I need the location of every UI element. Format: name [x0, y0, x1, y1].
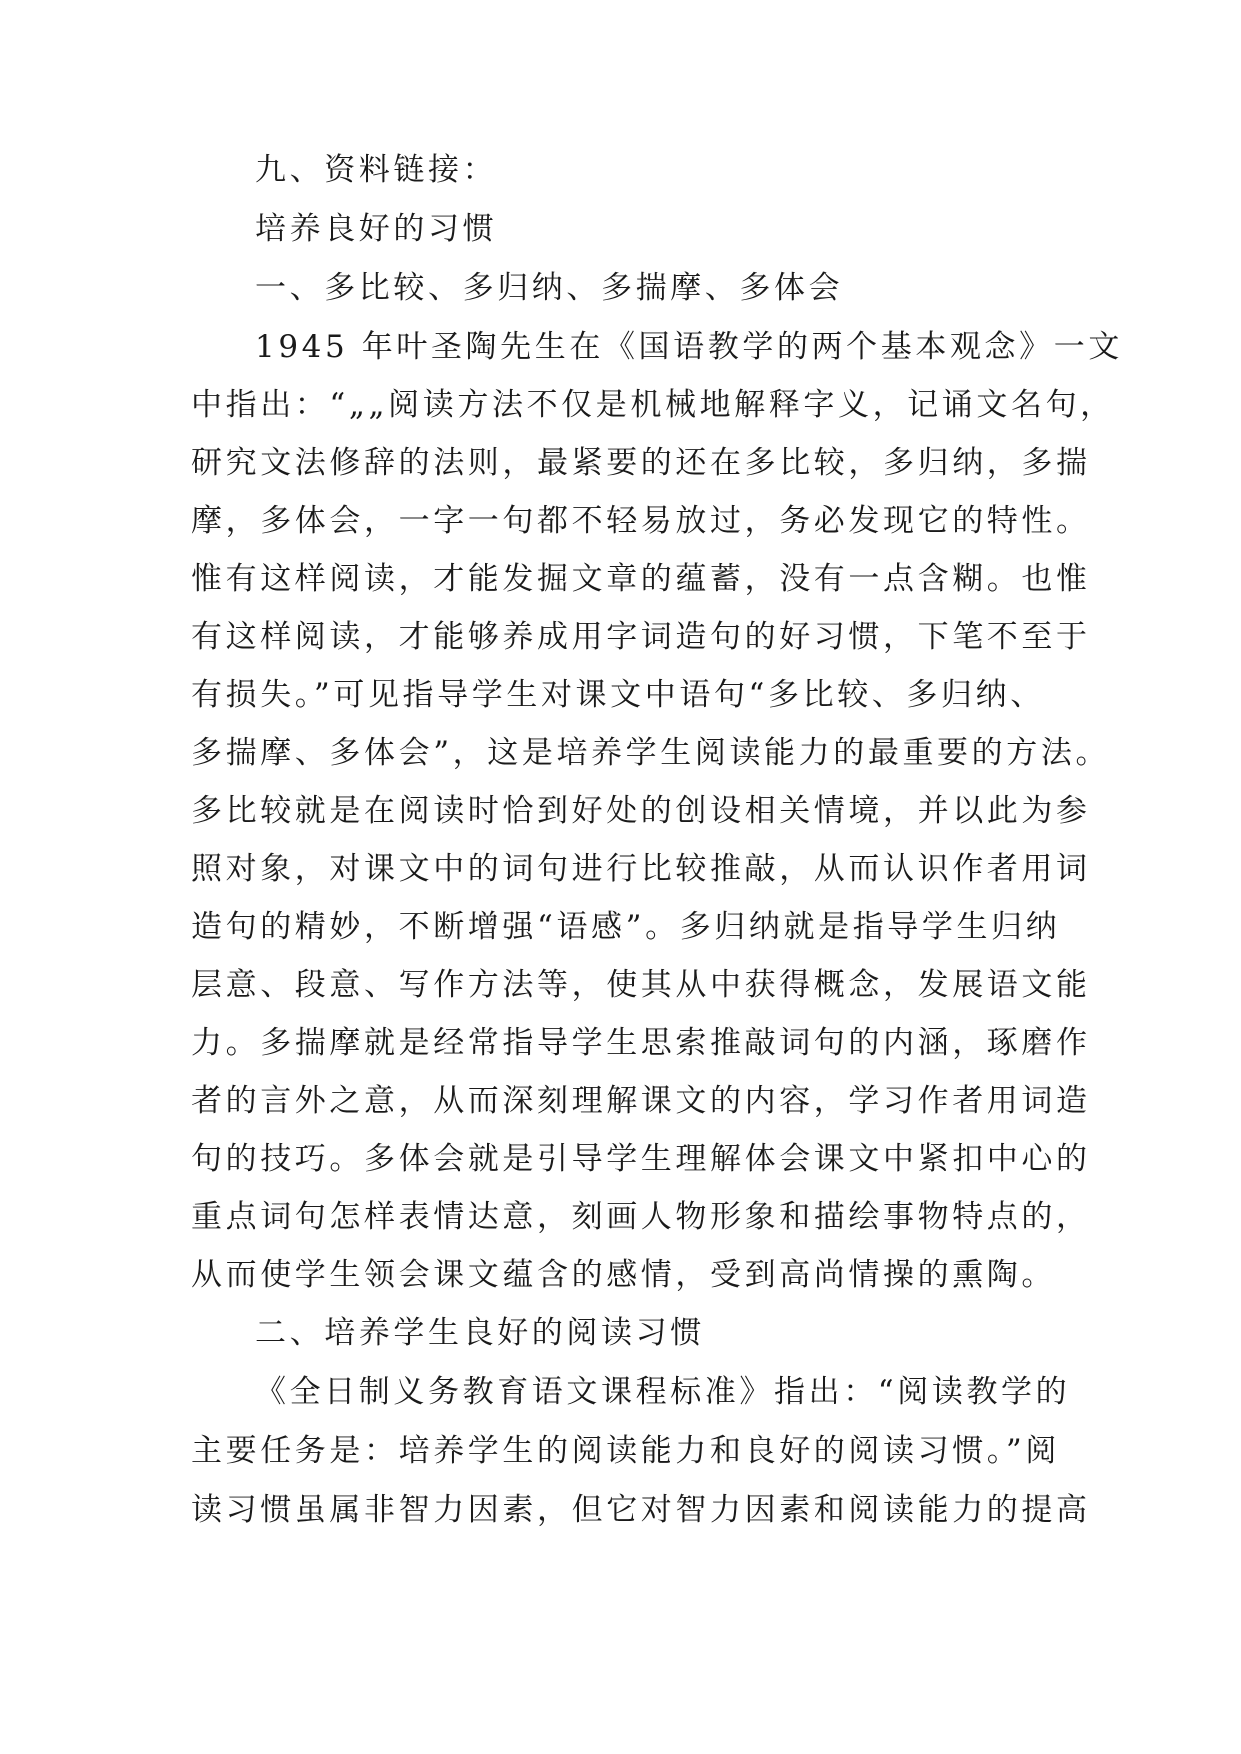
paragraph-line: 摩，多体会，一字一句都不轻易放过，务必发现它的特性。 [191, 503, 1091, 539]
paragraph-line: 《全日制义务教育语文课程标准》指出：“阅读教学的 [255, 1374, 1071, 1410]
paragraph-line: 有这样阅读，才能够养成用字词造句的好习惯，下笔不至于 [191, 619, 1091, 655]
paragraph-line: 层意、段意、写作方法等，使其从中获得概念，发展语文能 [191, 967, 1091, 1003]
subheading-one: 一、多比较、多归纳、多揣摩、多体会 [255, 270, 844, 306]
paragraph-line: 照对象，对课文中的词句进行比较推敲，从而认识作者用词 [191, 851, 1091, 887]
paragraph-line: 研究文法修辞的法则，最紧要的还在多比较，多归纳，多揣 [191, 445, 1091, 481]
paragraph-line: 中指出：“„„阅读方法不仅是机械地解释字义，记诵文名句， [191, 387, 1115, 423]
paragraph-line: 1945 年叶圣陶先生在《国语教学的两个基本观念》一文 [255, 329, 1123, 365]
paragraph-line: 力。多揣摩就是经常指导学生思索推敲词句的内涵，琢磨作 [191, 1025, 1091, 1061]
paragraph-line: 有损失。”可见指导学生对课文中语句“多比较、多归纳、 [191, 677, 1045, 713]
paragraph-line: 重点词句怎样表情达意，刻画人物形象和描绘事物特点的， [191, 1199, 1091, 1235]
paragraph-line: 从而使学生领会课文蕴含的感情，受到高尚情操的熏陶。 [191, 1257, 1056, 1293]
paragraph-line: 惟有这样阅读，才能发掘文章的蕴蓄，没有一点含糊。也惟 [191, 561, 1091, 597]
article-title: 培养良好的习惯 [255, 211, 498, 247]
paragraph-line: 多比较就是在阅读时恰到好处的创设相关情境，并以此为参 [191, 793, 1091, 829]
section-heading-resources: 九、资料链接： [255, 152, 498, 188]
paragraph-line: 多揣摩、多体会”，这是培养学生阅读能力的最重要的方法。 [191, 735, 1111, 771]
paragraph-line: 句的技巧。多体会就是引导学生理解体会课文中紧扣中心的 [191, 1141, 1091, 1177]
paragraph-line: 主要任务是：培养学生的阅读能力和良好的阅读习惯。”阅 [191, 1433, 1060, 1469]
paragraph-line: 读习惯虽属非智力因素，但它对智力因素和阅读能力的提高 [191, 1492, 1091, 1528]
paragraph-line: 造句的精妙，不断增强“语感”。多归纳就是指导学生归纳 [191, 909, 1061, 945]
paragraph-line: 者的言外之意，从而深刻理解课文的内容，学习作者用词造 [191, 1083, 1091, 1119]
subheading-two: 二、培养学生良好的阅读习惯 [255, 1315, 705, 1351]
